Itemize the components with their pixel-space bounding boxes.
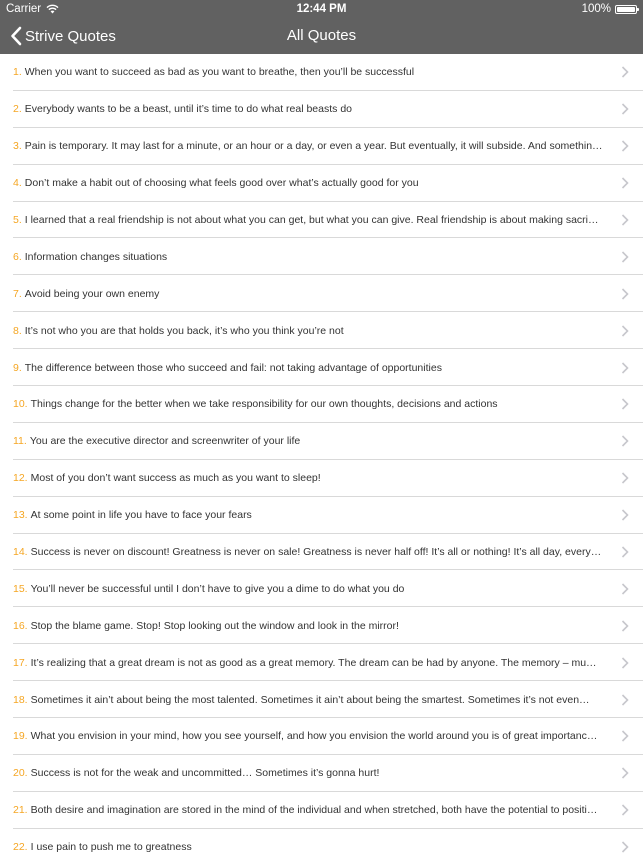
quote-number: 7. (13, 287, 22, 300)
quote-body: It’s realizing that a great dream is not as good as a great memory. The dream can be had by anyone. The memory – mu… (30, 656, 597, 669)
chevron-right-icon (621, 620, 629, 632)
quote-body: When you want to succeed as bad as you want to breathe, then you’ll be successful (24, 66, 415, 79)
quote-body: Success is not for the weak and uncommitted… Sometimes it’s gonna hurt! (30, 767, 380, 780)
quote-number: 11. (13, 435, 27, 448)
quote-number: 1. (13, 66, 22, 79)
quote-body: Most of you don’t want success as much as you want to sleep! (30, 472, 321, 485)
list-item[interactable] (0, 534, 643, 571)
quote-text (13, 435, 609, 447)
list-item[interactable] (0, 681, 643, 718)
quote-number: 14. (13, 546, 28, 559)
quote-number: 17. (13, 656, 28, 669)
list-item[interactable] (0, 312, 643, 349)
quote-body: You’ll never be successful until I don’t have to give you a dime to do what you do (30, 582, 405, 595)
quote-number: 10. (13, 398, 28, 411)
quote-body: You are the executive director and screenwriter of your life (29, 435, 301, 448)
nav-bar (0, 18, 643, 54)
chevron-right-icon (621, 177, 629, 189)
quote-body: It’s not who you are that holds you back, it’s who you think you’re not (24, 324, 344, 337)
chevron-right-icon (621, 472, 629, 484)
quote-text (13, 66, 609, 78)
quote-text (13, 288, 609, 300)
quote-text (13, 804, 609, 816)
chevron-right-icon (621, 694, 629, 706)
quote-number: 15. (13, 582, 28, 595)
quote-text (13, 140, 609, 152)
chevron-right-icon (621, 140, 629, 152)
chevron-right-icon (621, 546, 629, 558)
quote-text (13, 325, 609, 337)
quote-text (13, 841, 609, 853)
navigation-header (0, 0, 643, 54)
chevron-right-icon (621, 841, 629, 853)
quote-text (13, 767, 609, 779)
quote-text (13, 657, 609, 669)
status-time: 12:44 PM (296, 3, 347, 15)
list-item[interactable] (0, 202, 643, 239)
battery-indicator (582, 3, 637, 15)
carrier-label: Carrier (6, 3, 42, 15)
chevron-right-icon (621, 657, 629, 669)
list-item[interactable] (0, 497, 643, 534)
quote-number: 20. (13, 767, 28, 780)
chevron-right-icon (621, 251, 629, 263)
list-item[interactable] (0, 423, 643, 460)
quote-number: 19. (13, 730, 28, 743)
chevron-right-icon (621, 288, 629, 300)
chevron-right-icon (621, 362, 629, 374)
list-item[interactable] (0, 644, 643, 681)
quote-body: Things change for the better when we take responsibility for our own thoughts, decisions and actions (30, 398, 498, 411)
quote-body: At some point in life you have to face your fears (30, 509, 252, 522)
back-button-label: Strive Quotes (25, 27, 116, 45)
list-item[interactable] (0, 570, 643, 607)
quote-text (13, 509, 609, 521)
list-item[interactable] (0, 54, 643, 91)
quote-body: Pain is temporary. It may last for a minute, or an hour or a day, or even a year. But eventually, it will subside. And somethin… (24, 140, 603, 153)
quote-number: 6. (13, 250, 22, 263)
quote-text (13, 730, 609, 742)
quote-body: The difference between those who succeed and fail: not taking advantage of opportunities (24, 361, 442, 374)
quote-body: Avoid being your own enemy (24, 287, 160, 300)
quote-body: Don’t make a habit out of choosing what feels good over what’s actually good for you (24, 177, 419, 190)
quote-number: 2. (13, 103, 22, 116)
quote-number: 22. (13, 841, 28, 854)
battery-percentage: 100% (581, 3, 611, 15)
quote-body: Success is never on discount! Greatness is never on sale! Greatness is never half off! It’s all or nothing! It’s all day, every… (30, 546, 602, 559)
quote-text (13, 214, 609, 226)
list-item[interactable] (0, 165, 643, 202)
list-item[interactable] (0, 128, 643, 165)
chevron-right-icon (621, 583, 629, 595)
quote-text (13, 103, 609, 115)
page-title: All Quotes (286, 27, 357, 44)
quote-text (13, 546, 609, 558)
chevron-right-icon (621, 730, 629, 742)
quote-number: 3. (13, 140, 22, 153)
quotes-list (0, 54, 643, 866)
list-item[interactable] (0, 607, 643, 644)
quote-number: 5. (13, 214, 22, 226)
list-item[interactable] (0, 238, 643, 275)
quote-number: 8. (13, 324, 22, 337)
quote-number: 4. (13, 177, 22, 190)
chevron-right-icon (621, 398, 629, 410)
quote-text (13, 251, 609, 263)
quote-text (13, 694, 609, 706)
chevron-right-icon (621, 435, 629, 447)
chevron-right-icon (621, 767, 629, 779)
status-bar (0, 0, 643, 18)
quote-body: I learned that a real friendship is not about what you can get, but what you can give. Real friendship is about making sacri… (24, 214, 599, 226)
list-item[interactable] (0, 829, 643, 866)
list-item[interactable] (0, 349, 643, 386)
list-item[interactable] (0, 755, 643, 792)
quote-text (13, 177, 609, 189)
quote-body: Stop the blame game. Stop! Stop looking out the window and look in the mirror! (30, 619, 399, 632)
quote-body: I use pain to push me to greatness (30, 841, 192, 854)
chevron-right-icon (621, 804, 629, 816)
quote-number: 12. (13, 472, 28, 485)
quote-text (13, 472, 609, 484)
quote-number: 9. (13, 361, 22, 374)
chevron-right-icon (621, 325, 629, 337)
quote-body: Information changes situations (24, 250, 168, 263)
chevron-right-icon (621, 66, 629, 78)
quote-text (13, 398, 609, 410)
battery-icon (615, 5, 637, 14)
quote-text (13, 620, 609, 632)
quote-body: Everybody wants to be a beast, until it’s time to do what real beasts do (24, 103, 353, 116)
chevron-right-icon (621, 103, 629, 115)
list-item[interactable] (0, 275, 643, 312)
list-item[interactable] (0, 792, 643, 829)
chevron-right-icon (621, 509, 629, 521)
list-item[interactable] (0, 718, 643, 755)
list-item[interactable] (0, 386, 643, 423)
quote-body: Sometimes it ain’t about being the most talented. Sometimes it ain’t about being the smartest. Sometimes it’s not even… (30, 693, 590, 706)
quote-body: What you envision in your mind, how you see yourself, and how you envision the world around you is of great importanc… (30, 730, 598, 743)
list-item[interactable] (0, 91, 643, 128)
quote-number: 13. (13, 509, 28, 522)
quote-body: Both desire and imagination are stored in the mind of the individual and when stretched, both have the potential to positi… (30, 804, 598, 817)
list-item[interactable] (0, 460, 643, 497)
quote-number: 21. (13, 804, 28, 817)
quote-text (13, 583, 609, 595)
quote-number: 16. (13, 619, 28, 632)
chevron-right-icon (621, 214, 629, 226)
quote-number: 18. (13, 693, 28, 706)
quote-text (13, 362, 609, 374)
